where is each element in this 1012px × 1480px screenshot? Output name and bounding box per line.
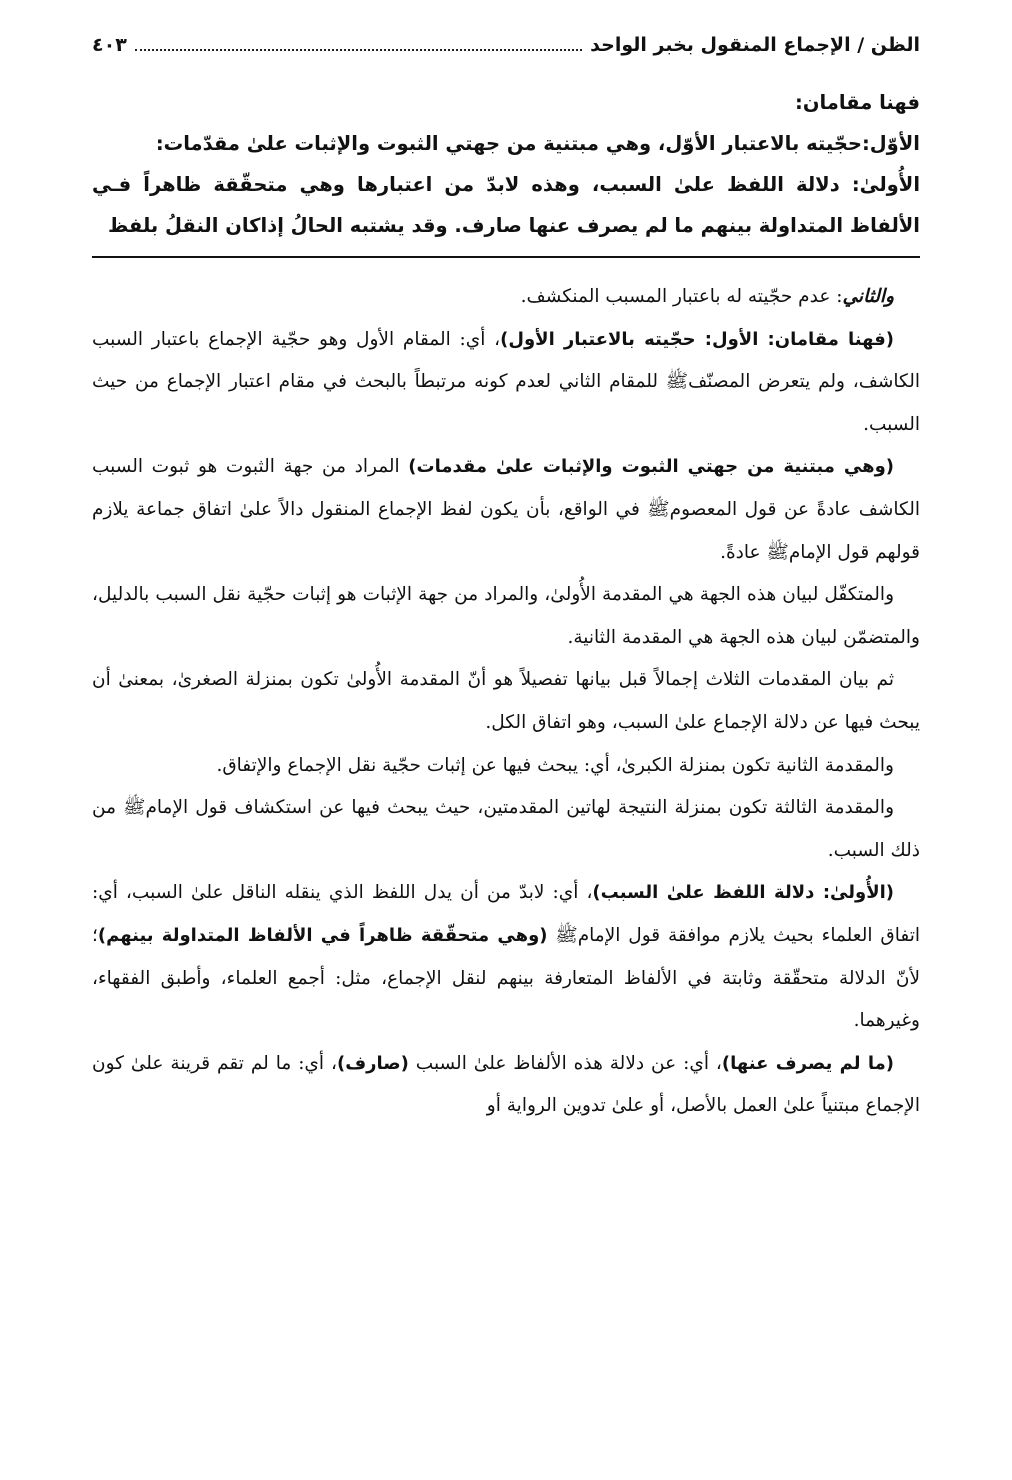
commentary-paragraph-4: والمتكفّل لبيان هذه الجهة هي المقدمة الأُولىٰ، والمراد من جهة الإثبات هو إثبات حجّية نقل السبب بالدليل، والمتضمّن لبيان هذه الجهة هي المقدمة الثانية. xyxy=(92,584,920,648)
commentary-paragraph-9 xyxy=(92,1043,920,1128)
commentary-paragraph-3 xyxy=(92,446,920,574)
commentary-paragraph-8 xyxy=(92,872,920,1042)
commentary-body: المراد من جهة الثبوت هو ثبوت السبب الكاشف عادةً عن قول المعصومﷺ في الواقع، بأن يكون لفظ الإجماع المنقول دالاً علىٰ اتفاق جماعة يلازم قولهم قول الإمامﷺ عادةً. xyxy=(92,456,920,563)
commentary-body: : عدم حجّيته له باعتبار المسبب المنكشف. xyxy=(520,286,843,307)
commentary-body-2: ، أي: ما لم تقم قرينة علىٰ كون الإجماع مبتنياً علىٰ العمل بالأصل، أو علىٰ تدوين الرواية أو xyxy=(92,1052,920,1117)
separator-rule xyxy=(92,256,920,258)
commentary-body: ، أي: لابدّ من أن يدل اللفظ الذي ينقله الناقل علىٰ السبب، أي: اتفاق العلماء بحيث يلازم موافقة قول الإمامﷺ xyxy=(92,882,921,946)
commentary-lead: والثاني xyxy=(842,286,894,307)
matn-text xyxy=(92,82,920,246)
matn-paragraph-2: الأوّل:حجّيته بالاعتبار الأوّل، وهي مبتنية من جهتي الثبوت والإثبات علىٰ مقدّمات: xyxy=(155,132,920,155)
commentary-paragraph-6: والمقدمة الثانية تكون بمنزلة الكبرىٰ، أي: يبحث فيها عن إثبات حجّية نقل الإجماع والإتفاق. xyxy=(216,754,894,776)
header-dot-leader xyxy=(135,48,582,51)
commentary-lead-2: (صارف) xyxy=(336,1052,409,1074)
commentary-lead: (الأُولىٰ: دلالة اللفظ علىٰ السبب) xyxy=(592,882,894,904)
matn-paragraph-3: الأُولىٰ: دلالة اللفظ علىٰ السبب، وهذه لابدّ من اعتبارها وهي متحقّقة ظاهراً فـي الألفاظ المتداولة بينهم ما لم يصرف عنها صارف. وقد يشتبه الحالُ إذاكان النقلُ بلفظ xyxy=(92,173,920,237)
commentary-body-2: ؛ لأنّ الدلالة متحقّقة وثابتة في الألفاظ المتعارفة بينهم لنقل الإجماع، مثل: أجمع العلماء، وأطبق الفقهاء، وغيرهما. xyxy=(92,924,920,1032)
running-header xyxy=(92,34,920,74)
commentary-body: ، أي: المقام الأول وهو حجّية الإجماع باعتبار السبب الكاشف، ولم يتعرض المصنّفﷺ للمقام الثاني لعدم كونه مرتبطاً بالبحث في مقام اعتبار الإجماع من حيث السبب. xyxy=(92,328,920,435)
commentary-paragraph-1 xyxy=(92,276,920,319)
commentary-paragraph-5: ثم بيان المقدمات الثلاث إجمالاً قبل بيانها تفصيلاً هو أنّ المقدمة الأُولىٰ تكون بمنزلة الصغرىٰ، بمعنىٰ أن يبحث فيها عن دلالة الإجماع علىٰ السبب، وهو اتفاق الكل. xyxy=(92,669,920,733)
commentary-lead: (فهنا مقامان: الأول: حجّيته بالاعتبار الأول) xyxy=(500,328,894,350)
matn-paragraph-1: فهنا مقامان: xyxy=(795,91,920,114)
commentary-lead: (ما لم يصرف عنها) xyxy=(721,1052,894,1074)
commentary-paragraph-7: والمقدمة الثالثة تكون بمنزلة النتيجة لهاتين المقدمتين، حيث يبحث فيها عن استكشاف قول الإمامﷺ من ذلك السبب. xyxy=(92,797,920,861)
header-title: الظن / الإجماع المنقول بخبر الواحد xyxy=(590,34,920,56)
page-number: ٤٠٣ xyxy=(92,34,127,56)
commentary-body: ، أي: عن دلالة هذه الألفاظ علىٰ السبب xyxy=(408,1052,722,1074)
page xyxy=(92,34,920,1460)
commentary-lead: (وهي مبتنية من جهتي الثبوت والإثبات علىٰ مقدمات) xyxy=(408,456,894,478)
commentary-lead-2: (وهي متحقّقة ظاهراً في الألفاظ المتداولة بينهم) xyxy=(97,924,548,946)
commentary-paragraph-2 xyxy=(92,319,920,447)
commentary-text xyxy=(92,276,920,1128)
